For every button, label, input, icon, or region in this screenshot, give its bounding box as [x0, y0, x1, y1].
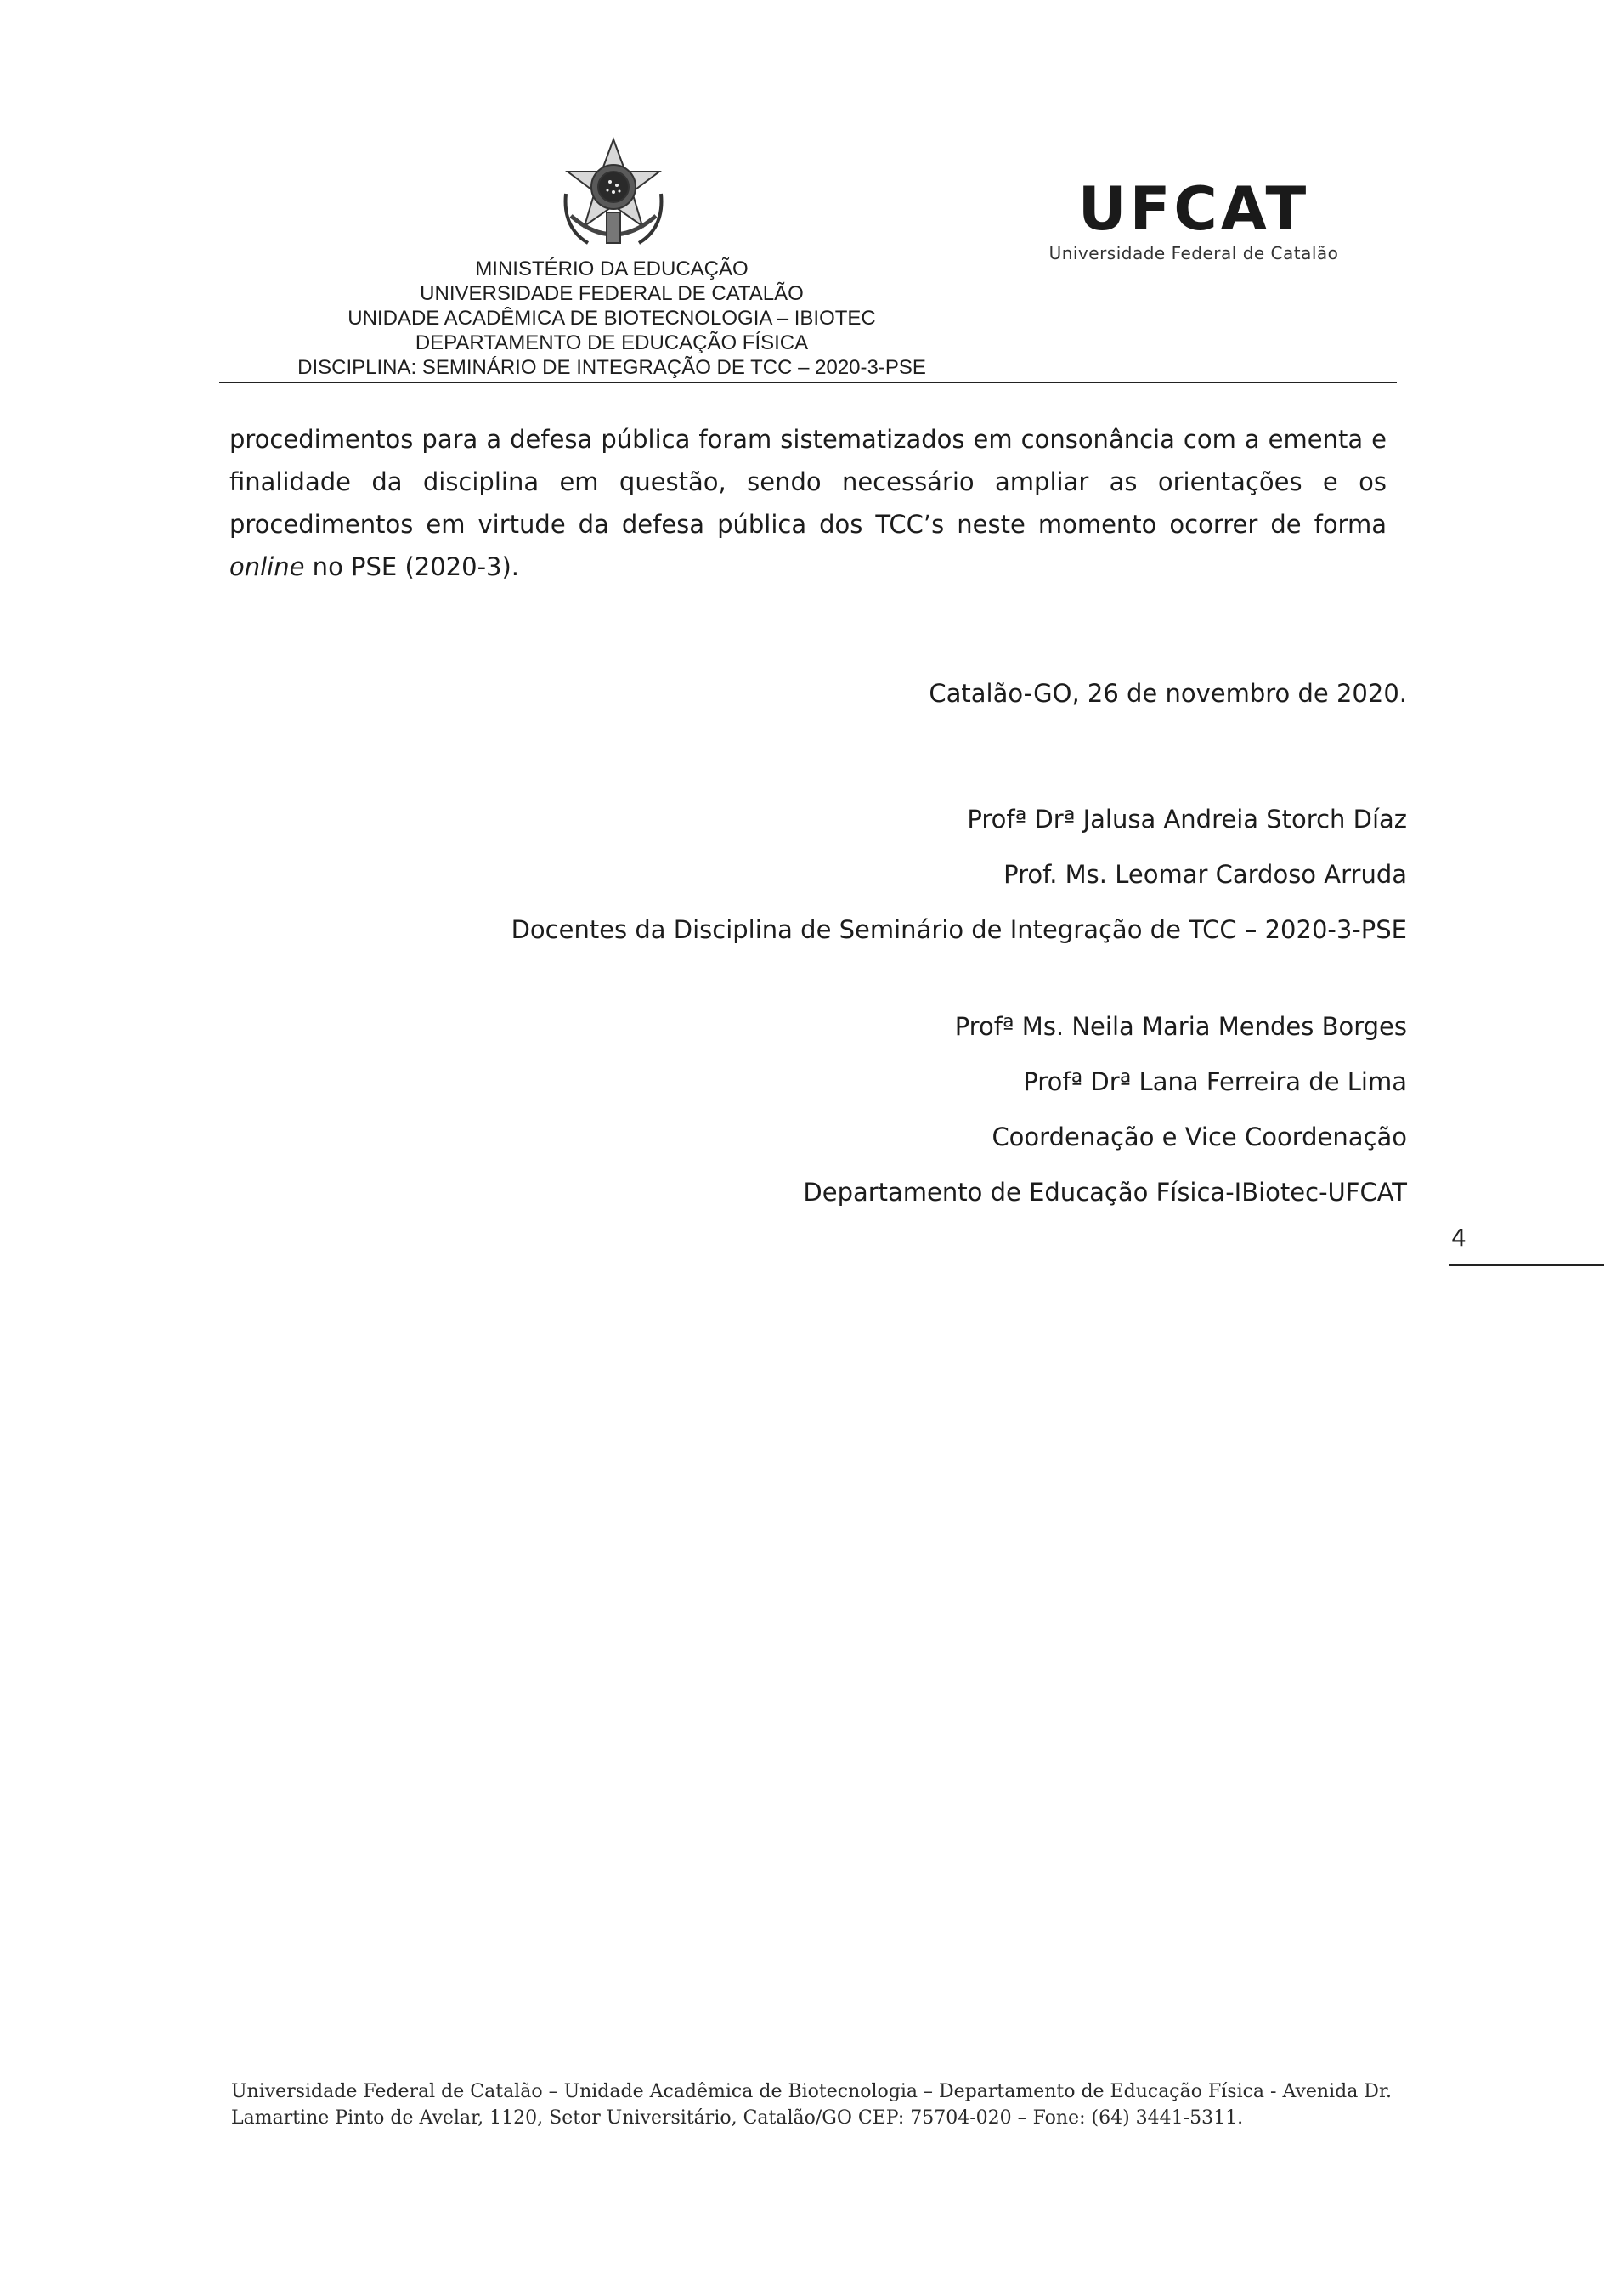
- institution-line-3: UNIDADE ACADÊMICA DE BIOTECNOLOGIA – IBIOTEC: [347, 307, 876, 330]
- logo-wordmark: UFCAT: [1077, 174, 1310, 244]
- body-paragraph: [229, 418, 1387, 588]
- university-logo: [1015, 175, 1372, 263]
- page-number: 4: [1451, 1224, 1466, 1252]
- institution-line-2: UNIVERSIDADE FEDERAL DE CATALÃO: [420, 282, 804, 305]
- paragraph-italic-word: online: [229, 552, 305, 581]
- institution-line-1: MINISTÉRIO DA EDUCAÇÃO: [475, 257, 749, 280]
- signatory-name: Profª Drª Jalusa Andreia Storch Díaz: [967, 805, 1407, 834]
- signatory-name: Prof. Ms. Leomar Cardoso Arruda: [1003, 860, 1407, 889]
- footer-line-2: Lamartine Pinto de Avelar, 1120, Setor Universitário, Catalão/GO CEP: 75704-020 – Fone: (64) 3441-5311.: [231, 2107, 1244, 2129]
- institution-line-4: DEPARTAMENTO DE EDUCAÇÃO FÍSICA: [415, 331, 809, 354]
- paragraph-text-end: no PSE (2020-3).: [304, 552, 520, 581]
- signatory-role: Docentes da Disciplina de Seminário de Integração de TCC – 2020-3-PSE: [511, 915, 1407, 944]
- signatory-name: Profª Ms. Neila Maria Mendes Borges: [954, 1012, 1407, 1041]
- logo-subtitle: Universidade Federal de Catalão: [1048, 243, 1339, 263]
- signatory-role: Coordenação e Vice Coordenação: [992, 1123, 1407, 1151]
- page-footer: [231, 2078, 1404, 2131]
- footer-line-1: Universidade Federal de Catalão – Unidade Acadêmica de Biotecnologia – Departamento de Educação Física - Avenida Dr.: [231, 2081, 1393, 2102]
- signatory-department: Departamento de Educação Física-IBiotec-UFCAT: [803, 1178, 1407, 1207]
- header-divider: [219, 382, 1397, 383]
- institution-line-5: DISCIPLINA: SEMINÁRIO DE INTEGRAÇÃO DE TCC – 2020-3-PSE: [297, 356, 926, 379]
- coat-of-arms-emblem: [554, 134, 673, 253]
- paragraph-text: procedimentos para a defesa pública foram sistematizados em consonância com a ementa e finalidade da disciplina em questão, sendo necessário ampliar as orientações e os procedimentos em virtude da defesa pública dos TCC’s neste momento ocorrer de forma: [229, 425, 1387, 539]
- page-number-rule: [1449, 1264, 1604, 1266]
- signatory-name: Profª Drª Lana Ferreira de Lima: [1023, 1067, 1407, 1096]
- place-date: Catalão-GO, 26 de novembro de 2020.: [929, 679, 1407, 708]
